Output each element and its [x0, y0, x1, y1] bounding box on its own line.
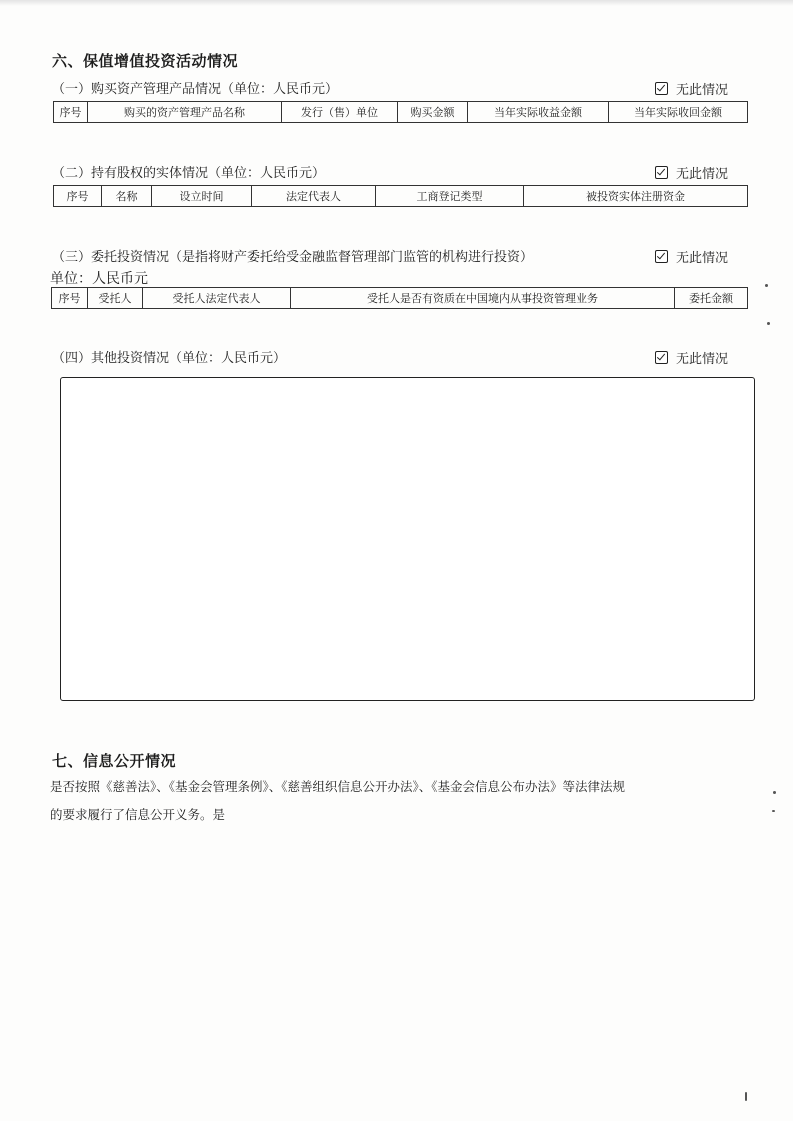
scan-top-edge: [0, 0, 793, 6]
header-cell: 受托人是否有资质在中国境内从事投资管理业务: [291, 288, 675, 309]
scan-speck: [745, 1092, 747, 1101]
checkbox-checked-icon: [655, 82, 668, 95]
scan-speck: [772, 810, 775, 812]
asset-products-table: [53, 101, 748, 123]
header-cell: 序号: [52, 288, 88, 309]
subsection-2-title: （二）持有股权的实体情况（单位：人民币元）: [52, 166, 326, 181]
none-checkbox-3[interactable]: [655, 247, 728, 266]
entrusted-investment-table: [51, 287, 748, 309]
subsection-3-title: （三）委托投资情况（是指将财产委托给受金融监督管理部门监管的机构进行投资）: [52, 250, 534, 265]
header-cell: 工商登记类型: [376, 186, 524, 207]
equity-entities-table: [53, 185, 748, 207]
checkbox-checked-icon: [655, 351, 668, 364]
none-label: 无此情况: [676, 352, 729, 367]
header-cell: 购买的资产管理产品名称: [88, 102, 282, 123]
subsection-1-title: （一）购买资产管理产品情况（单位：人民币元）: [52, 82, 339, 97]
none-checkbox-1[interactable]: [655, 79, 728, 98]
none-label: 无此情况: [676, 167, 729, 182]
header-cell: 发行（售）单位: [282, 102, 398, 123]
none-label: 无此情况: [676, 83, 729, 98]
disclosure-line-2: 的要求履行了信息公开义务。是: [50, 807, 226, 822]
header-cell: 购买金额: [398, 102, 468, 123]
header-cell: 被投资实体注册资金: [524, 186, 748, 207]
disclosure-line-1: 是否按照《慈善法》、《基金会管理条例》、《慈善组织信息公开办法》、《基金会信息公布办法》等法律法规: [50, 779, 626, 794]
scan-speck: [773, 791, 776, 794]
section-7-title: 七、信息公开情况: [52, 752, 177, 770]
header-cell: 法定代表人: [252, 186, 376, 207]
header-cell: 委托金额: [675, 288, 748, 309]
scan-speck: [765, 284, 768, 287]
unit-label: 单位：人民币元: [50, 271, 148, 287]
header-cell: 受托人法定代表人: [143, 288, 291, 309]
table-header-row: [54, 186, 748, 207]
section-6-title: 六、保值增值投资活动情况: [52, 52, 239, 70]
checkbox-checked-icon: [655, 250, 668, 263]
header-cell: 序号: [54, 186, 102, 207]
header-cell: 受托人: [88, 288, 143, 309]
subsection-4-title: （四）其他投资情况（单位：人民币元）: [52, 351, 287, 366]
scan-speck: [767, 322, 770, 325]
header-cell: 设立时间: [152, 186, 252, 207]
none-checkbox-4[interactable]: [655, 348, 728, 367]
table-header-row: [54, 102, 748, 123]
none-checkbox-2[interactable]: [655, 163, 728, 182]
header-cell: 序号: [54, 102, 88, 123]
checkbox-checked-icon: [655, 166, 668, 179]
header-cell: 当年实际收益金额: [468, 102, 609, 123]
other-investment-panel: [60, 377, 755, 701]
table-header-row: [52, 288, 748, 309]
header-cell: 当年实际收回金额: [609, 102, 748, 123]
header-cell: 名称: [102, 186, 152, 207]
none-label: 无此情况: [676, 251, 729, 266]
